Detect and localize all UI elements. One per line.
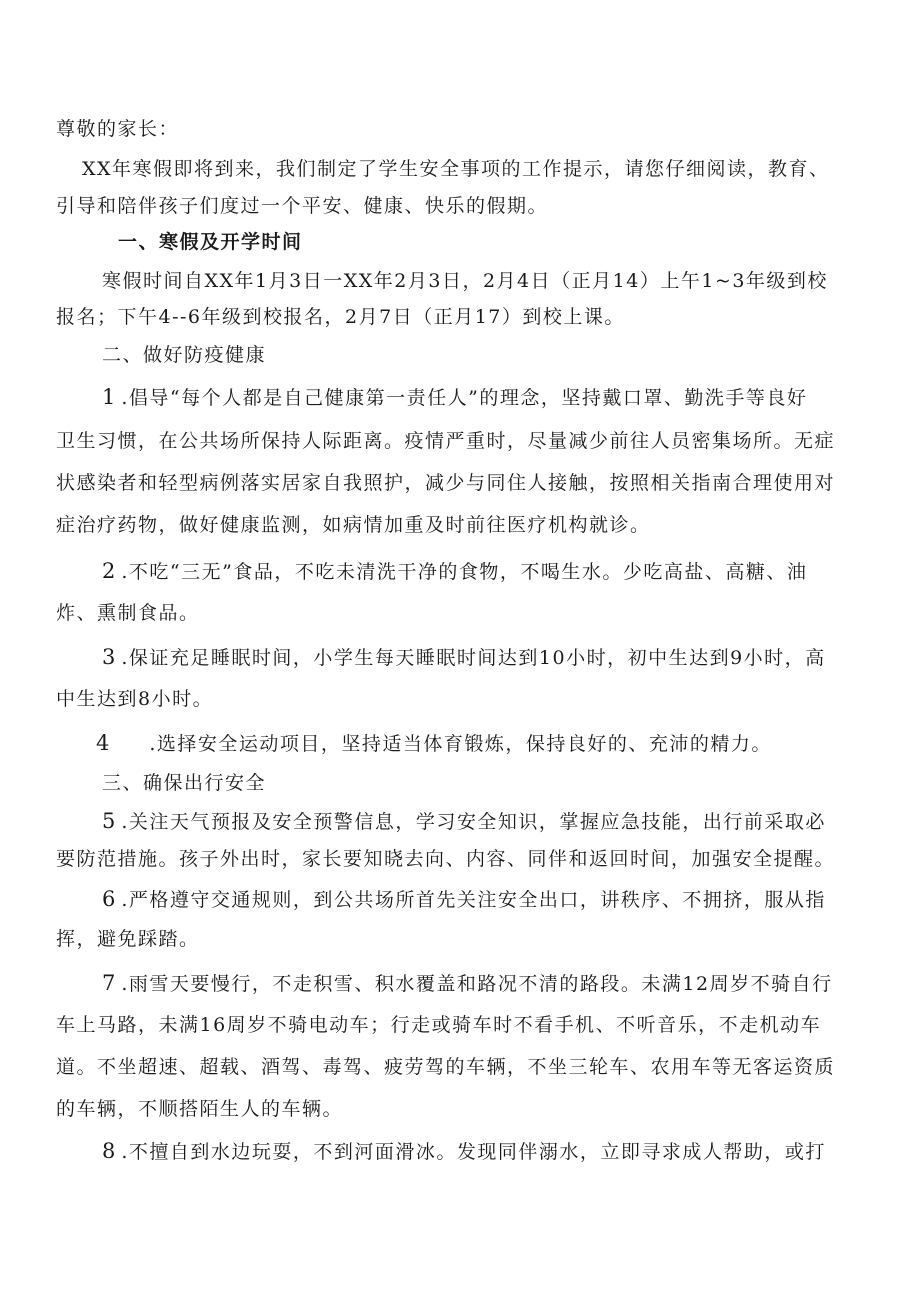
item-4-line-1 xyxy=(96,730,772,757)
item-3-number: 3 xyxy=(102,645,116,669)
item-2-line-2: 炸、熏制食品。 xyxy=(56,602,200,624)
section-1-title: 一、寒假及开学时间 xyxy=(118,231,303,253)
item-2-line-1 xyxy=(102,558,807,585)
item-8-line-1 xyxy=(102,1138,826,1165)
item-3-text: .保证充足睡眠时间，小学生每天睡眠时间达到10小时，初中生达到9小时，高 xyxy=(121,647,826,669)
item-1-text: .倡导“每个人都是自己健康第一责任人”的理念，坚持戴口罩、勤洗手等良好 xyxy=(121,387,808,409)
item-6-text: .严格遵守交通规则，到公共场所首先关注安全出口，讲秩序、不拥挤，服从指 xyxy=(121,889,826,911)
item-7-line-3: 道。不坐超速、超载、酒驾、毒驾、疲劳驾的车辆，不坐三轮车、农用车等无客运资质 xyxy=(56,1056,836,1078)
item-3-line-1 xyxy=(102,644,826,671)
item-7-text: .雨雪天要慢行，不走积雪、积水覆盖和路况不清的路段。未满12周岁不骑自行 xyxy=(121,973,833,995)
item-7-line-2: 车上马路，未满16周岁不骑电动车；行走或骑车时不看手机、不听音乐，不走机动车 xyxy=(56,1014,822,1036)
item-7-line-1 xyxy=(102,970,833,997)
item-7-number: 7 xyxy=(102,971,116,995)
item-4-text: .选择安全运动项目，坚持适当体育锻炼，保持良好的、充沛的精力。 xyxy=(149,733,772,755)
item-5-text: .关注天气预报及安全预警信息，学习安全知识，掌握应急技能，出行前采取必 xyxy=(121,811,826,833)
item-1-line-2: 卫生习惯，在公共场所保持人际距离。疫情严重时，尽量减少前往人员密集场所。无症 xyxy=(56,430,836,452)
item-8-text: .不擅自到水边玩耍，不到河面滑冰。发现同伴溺水，立即寻求成人帮助，或打 xyxy=(121,1141,826,1163)
section-3-title: 三、确保出行安全 xyxy=(102,772,267,794)
item-5-line-1 xyxy=(102,808,826,835)
item-8-number: 8 xyxy=(102,1139,116,1163)
item-3-line-2: 中生达到8小时。 xyxy=(56,688,214,710)
section-1-line-2: 报名；下午4--6年级到校报名，2月7日（正月17）到校上课。 xyxy=(56,306,625,328)
item-7-line-4: 的车辆，不顺搭陌生人的车辆。 xyxy=(56,1098,344,1120)
item-6-number: 6 xyxy=(102,887,116,911)
item-6-line-2: 挥，避免踩踏。 xyxy=(56,928,200,950)
item-2-text: .不吃“三无”食品，不吃未清洗干净的食物，不喝生水。少吃高盐、高糖、油 xyxy=(121,561,808,583)
item-2-number: 2 xyxy=(102,559,116,583)
item-1-line-1 xyxy=(102,384,807,411)
item-1-number: 1 xyxy=(102,385,116,409)
intro-line-2: 引导和陪伴孩子们度过一个平安、健康、快乐的假期。 xyxy=(56,195,549,217)
item-5-line-2: 要防范措施。孩子外出时，家长要知晓去向、内容、同伴和返回时间，加强安全提醒。 xyxy=(56,848,836,870)
item-1-line-4: 症治疗药物，做好健康监测，如病情加重及时前往医疗机构就诊。 xyxy=(56,514,651,536)
item-1-line-3: 状感染者和轻型病例落实居家自我照护，减少与同住人接触，按照相关指南合理使用对 xyxy=(56,472,836,494)
greeting: 尊敬的家长： xyxy=(56,118,180,140)
item-4-number: 4 xyxy=(96,731,110,755)
item-6-line-1 xyxy=(102,886,826,913)
section-2-title: 二、做好防疫健康 xyxy=(102,344,267,366)
section-1-line-1: 寒假时间自XX年1月3日一XX年2月3日，2月4日（正月14）上午1~3年级到校 xyxy=(102,270,828,292)
intro-line-1: XX年寒假即将到来，我们制定了学生安全事项的工作提示，请您仔细阅读，教育、 xyxy=(82,158,830,180)
item-5-number: 5 xyxy=(102,809,116,833)
